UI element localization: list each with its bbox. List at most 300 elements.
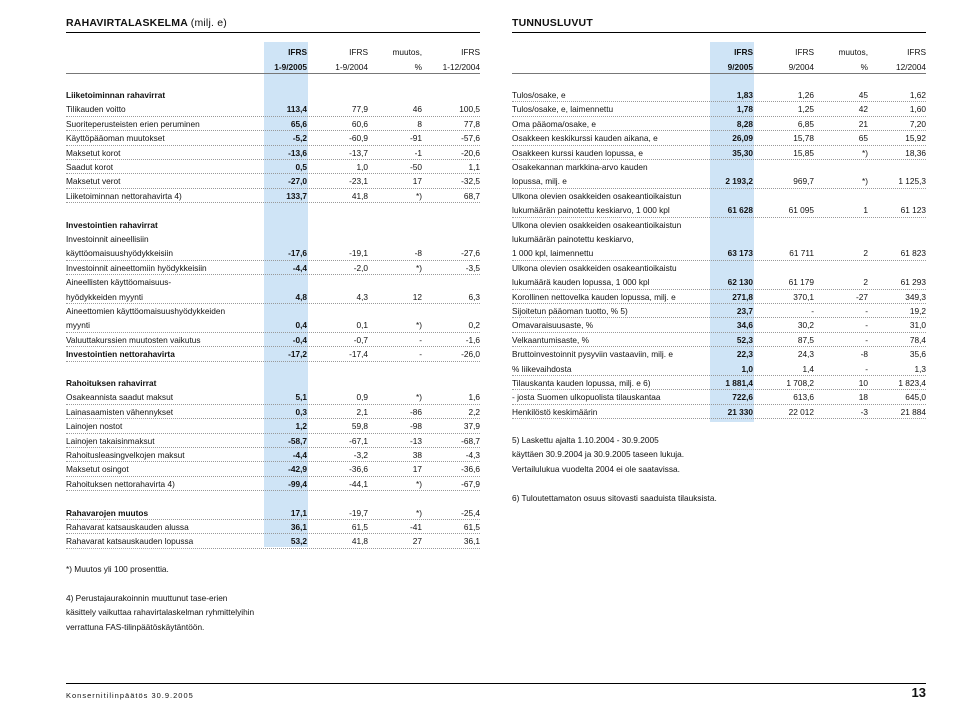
cell-value: 37,9 [463,421,480,432]
cell-value: -8 [860,349,868,360]
table-row [512,246,926,260]
cell-value: -8 [414,248,422,259]
row-label: Rahoituksen rahavirrat [66,378,157,388]
row-label: Rahavarat katsauskauden lopussa [66,536,194,547]
cell-value: 35,6 [909,349,926,360]
cell-value: 113,4 [286,104,307,115]
cell-value: -32,5 [461,176,480,187]
cell-value: -86 [410,406,422,417]
column-header: IFRS [795,47,814,57]
cell-value: 77,8 [463,118,480,129]
row-label: lukumäärän painotettu keskiarvo, [512,234,634,244]
cell-value: 1,78 [736,104,753,115]
table-row [66,160,480,174]
cell-value: -57,6 [461,133,480,144]
table-row [66,218,480,232]
cell-value: -4,3 [465,450,480,460]
row-label: % liikevaihdosta [512,363,572,374]
table-row [512,304,926,318]
cell-value: 21 [858,118,868,129]
cell-value: 78,4 [909,334,926,345]
cell-value: 12 [412,291,422,302]
row-label: Ulkona olevien osakkeiden osakeantioikaistun [512,190,682,201]
row-label: hyödykkeiden myynti [66,291,144,302]
cell-value: 53,2 [290,536,307,547]
cell-value: *) [416,507,422,518]
table-row [66,174,480,188]
cell-value: 1,0 [741,363,753,374]
row-label: Liiketoiminnan nettorahavirta 4) [66,190,182,201]
row-separator [66,548,480,549]
table-row [512,390,926,404]
cell-value: -2,0 [353,262,368,273]
table-row [66,261,480,275]
cell-value: -3 [860,406,868,417]
cell-value: 46 [412,104,422,115]
table-row [66,448,480,462]
cell-value: 10 [858,378,868,388]
cell-value: 0,9 [356,392,368,403]
table-row [66,290,480,304]
row-label: Rahavarat katsauskauden alussa [66,522,189,532]
table-row [66,390,480,404]
cell-value: 0,5 [295,162,307,172]
row-label: Suoriteperusteisten erien peruminen [66,118,200,129]
table-row [66,246,480,260]
cell-value: 41,8 [351,190,368,201]
row-label: - josta Suomen ulkopuolista tilauskantaa [512,392,661,403]
cell-value: 1 [863,205,868,216]
row-label: Tilikauden voitto [66,104,126,115]
row-label: Rahoituksen nettorahavirta 4) [66,478,175,489]
cell-value: 370,1 [793,291,814,302]
footnote-line: 5) Laskettu ajalta 1.10.2004 - 30.9.2005 [512,435,659,445]
cell-value: 2,1 [356,406,368,417]
cell-value: 645,0 [905,392,926,403]
cell-value: 61 628 [727,205,753,216]
header-row-1 [512,47,926,61]
cell-value: -17,6 [288,248,307,259]
title-rule [512,32,926,33]
row-label: Investointien nettorahavirta [66,349,175,360]
cell-value: - [811,306,814,316]
table-row [512,318,926,332]
cell-value: 61 095 [788,205,814,216]
key-figures-title: TUNNUSLUVUT [512,17,593,29]
cell-value: 19,2 [909,306,926,316]
cell-value: 0,2 [468,320,480,331]
cell-value: 1,25 [797,104,814,115]
cell-value: 61 293 [900,277,926,288]
table-row [66,102,480,116]
table-row [512,189,926,203]
column-header: IFRS [907,47,926,57]
row-label: Ulkona olevien osakkeiden osakeantioikaistun [512,219,682,230]
cell-value: 15,85 [793,147,814,158]
cell-value: *) [416,190,422,201]
column-header: IFRS [734,47,753,57]
table-row [66,434,480,448]
header-rule [66,73,480,74]
cell-value: -98 [410,421,422,432]
footnote-line: 6) Tuloutettamaton osuus sitovasti saaduista tilauksista. [512,492,717,503]
table-row [512,405,926,419]
cell-value: 30,2 [797,320,814,331]
cell-value: 61 711 [789,248,814,259]
cell-value: -20,6 [461,147,480,158]
cell-value: -91 [410,133,422,144]
cell-value: 59,8 [351,421,368,432]
cell-value: *) [862,176,868,187]
cell-value: -13,7 [349,147,368,158]
cell-value: 38 [412,450,422,460]
cell-value: *) [416,262,422,273]
row-label: Liiketoiminnan rahavirrat [66,90,166,100]
row-label: Lainojen nostot [66,421,123,432]
row-label: Tulos/osake, e [512,90,566,100]
cell-value: 0,1 [356,320,368,331]
cell-value: 1,3 [914,363,926,374]
cell-value: 8,28 [736,118,753,129]
cell-value: 15,92 [905,133,926,144]
cell-value: 2 [863,248,868,259]
cell-value: 45 [858,90,868,100]
cell-value: 21 884 [900,406,926,417]
table-row [66,318,480,332]
cell-value: -3,2 [353,450,368,460]
footnote-line: käyttäen 30.9.2004 ja 30.9.2005 taseen lukuja. [512,449,685,460]
column-header: IFRS [349,47,368,57]
cell-value: 969,7 [793,176,814,187]
table-row [512,362,926,376]
cell-value: *) [862,147,868,158]
table-row [512,88,926,102]
table-row [66,203,480,217]
cell-value: *) [416,320,422,331]
cell-value: 1,0 [356,162,368,172]
cell-value: - [865,320,868,331]
cell-value: 21 330 [727,406,753,417]
cell-value: -19,1 [349,248,368,259]
cell-value: 2 193,2 [725,176,753,187]
cell-value: 1,83 [736,90,753,100]
cell-value: *) [416,478,422,489]
row-label: Maksetut korot [66,147,121,158]
cell-value: 4,3 [356,291,368,302]
footnote-line: *) Muutos yli 100 prosenttia. [66,564,169,574]
cell-value: -68,7 [461,435,480,446]
header-rule [512,73,926,74]
cell-value: -60,9 [349,133,368,144]
cell-value: 271,8 [732,291,753,302]
cell-value: -1 [414,147,422,158]
cell-value: 77,9 [351,104,368,115]
row-label: Osakekannan markkina-arvo kauden [512,162,648,172]
table-row [66,506,480,520]
table-row [66,232,480,246]
column-header: IFRS [461,47,480,57]
cell-value: 17,1 [290,507,307,518]
cell-value: 8 [417,118,422,129]
column-header: IFRS [288,47,307,57]
cell-value: 61 823 [900,248,926,259]
row-label: Tulos/osake, e, laimennettu [512,104,614,115]
table-row [66,347,480,361]
table-row [66,88,480,102]
row-label: Velkaantumisaste, % [512,334,590,345]
table-row [66,333,480,347]
cell-value: 22,3 [736,349,753,360]
row-label: Maksetut osingot [66,464,129,475]
table-row [512,376,926,390]
cell-value: 349,3 [905,291,926,302]
cell-value: -25,4 [461,507,480,518]
cell-value: -41 [410,522,422,532]
cell-value: -42,9 [288,464,307,475]
cell-value: -0,7 [353,334,368,345]
row-label: Lainojen takaisinmaksut [66,435,155,446]
row-label: Oma pääoma/osake, e [512,118,596,129]
cell-value: -4,4 [292,450,307,460]
cell-value: 65,6 [290,118,307,129]
cell-value: 2,2 [468,406,480,417]
cell-value: -5,2 [292,133,307,144]
column-header: % [414,62,422,72]
cell-value: 23,7 [736,306,753,316]
cell-value: -58,7 [288,435,307,446]
cell-value: 133,7 [286,190,307,201]
cell-value: 5,1 [295,392,307,403]
cell-value: 68,7 [463,190,480,201]
table-row [512,275,926,289]
page-number: 13 [911,685,926,700]
cell-value: 1 708,2 [786,378,814,388]
cell-value: 87,5 [797,334,814,345]
cell-value: 36,1 [290,522,307,532]
row-label: Aineettomien käyttöomaisuushyödykkeiden [66,306,226,316]
title-rule [66,32,480,33]
cell-value: 0,4 [295,320,307,331]
table-row [512,131,926,145]
cell-value: -13 [410,435,422,446]
row-label: Osakkeen kurssi kauden lopussa, e [512,147,643,158]
column-header: 1-12/2004 [442,62,480,72]
cell-value: -1,6 [465,334,480,345]
cell-value: -67,1 [349,435,368,446]
column-header: 1-9/2004 [335,62,368,72]
row-label: Valuuttakurssien muutosten vaikutus [66,334,201,345]
table-row [66,131,480,145]
cell-value: -99,4 [288,478,307,489]
cell-value: 60,6 [351,118,368,129]
cell-value: - [419,349,422,360]
footnote-line: Vertailulukua vuodelta 2004 ei ole saatavissa. [512,463,680,474]
table-row [66,520,480,534]
table-row [512,218,926,232]
cell-value: 26,09 [732,133,753,144]
column-header: 1-9/2005 [274,62,307,72]
row-label: Omavaraisuusaste, % [512,320,594,331]
cell-value: 613,6 [793,392,814,403]
column-header: % [860,62,868,72]
table-row [512,290,926,304]
cell-value: 24,3 [797,349,814,360]
row-label: lukumäärän painotettu keskiarvo, 1 000 kpl [512,205,670,216]
table-row [512,146,926,160]
table-row [66,477,480,491]
row-label: Osakkeen keskikurssi kauden aikana, e [512,133,658,144]
cell-value: 18 [858,392,868,403]
row-label: käyttöomaisuushyödykkeisiin [66,248,173,259]
row-label: Investoinnit aineellisiin [66,234,149,244]
row-separator [512,418,926,419]
cell-value: 61,5 [351,522,368,532]
table-row [66,491,480,505]
cell-value: 61,5 [463,522,480,532]
cell-value: 62 130 [727,277,753,288]
table-row [512,117,926,131]
footer-document-title: Konsernitilinpäätös 30.9.2005 [66,691,194,700]
cell-value: 41,8 [351,536,368,547]
cell-value: 7,20 [909,118,926,129]
cell-value: -19,7 [349,507,368,518]
cell-value: *) [416,392,422,403]
cell-value: 1,62 [909,90,926,100]
cell-value: -36,6 [349,464,368,475]
table-row [66,189,480,203]
table-row [512,232,926,246]
cell-value: 36,1 [463,536,480,547]
cell-value: -27,6 [461,248,480,259]
cell-value: 35,30 [732,147,753,158]
cell-value: 17 [412,176,422,187]
row-label: Tilauskanta kauden lopussa, milj. e 6) [512,378,651,388]
cell-value: -3,5 [465,262,480,273]
cell-value: -13,6 [288,147,307,158]
row-label: lukumäärä kauden lopussa, 1 000 kpl [512,277,650,288]
table-row [66,275,480,289]
row-label: Osakeannista saadut maksut [66,392,173,403]
row-label: Sijoitetun pääoman tuotto, % 5) [512,306,628,316]
cash-flow-title: RAHAVIRTALASKELMA (milj. e) [66,17,227,29]
table-row [66,405,480,419]
cell-value: -23,1 [349,176,368,187]
table-row [512,347,926,361]
column-header: 9/2005 [727,62,753,72]
table-row [512,333,926,347]
cell-value: -0,4 [292,334,307,345]
cell-value: -17,2 [288,349,307,360]
cell-value: 18,36 [905,147,926,158]
row-label: Aineellisten käyttöomaisuus- [66,277,172,288]
cell-value: -67,9 [461,478,480,489]
cell-value: 34,6 [736,320,753,331]
table-row [66,362,480,376]
table-row [66,462,480,476]
cell-value: 1,26 [797,90,814,100]
table-row [512,102,926,116]
row-label: Rahoitusleasingvelkojen maksut [66,450,185,460]
footer-rule [66,683,926,684]
row-label: 1 000 kpl, laimennettu [512,248,594,259]
row-label: myynti [66,320,90,331]
cell-value: 4,8 [295,291,307,302]
row-label: Investoinnit aineettomiin hyödykkeisiin [66,262,207,273]
cell-value: -27 [856,291,868,302]
cell-value: 61 179 [788,277,814,288]
row-label: Korollinen nettovelka kauden lopussa, milj. e [512,291,676,302]
column-header: muutos, [392,47,422,57]
table-row [512,174,926,188]
column-header: 12/2004 [896,62,926,72]
table-row [66,534,480,548]
cell-value: 31,0 [909,320,926,331]
cell-value: -26,0 [461,349,480,360]
cell-value: -27,0 [288,176,307,187]
cell-value: 6,85 [797,118,814,129]
cell-value: 15,78 [793,133,814,144]
row-label: lopussa, milj. e [512,176,567,187]
cell-value: 1 125,3 [898,176,926,187]
row-label: Rahavarojen muutos [66,507,149,518]
footnote-line: käsittely vaikuttaa rahavirtalaskelman ryhmittelyihin [66,607,255,618]
cell-value: 1,2 [295,421,307,432]
table-row [512,261,926,275]
cell-value: 1 881,4 [725,378,753,388]
cell-value: 722,6 [732,392,753,403]
cell-value: 1,4 [802,363,814,374]
cell-value: - [865,363,868,374]
cell-value: 17 [412,464,422,475]
cell-value: 1,60 [909,104,926,115]
cell-value: -50 [410,162,422,172]
row-label: Investointien rahavirrat [66,219,158,230]
cell-value: 42 [858,104,868,115]
row-label: Saadut korot [66,162,114,172]
table-row [66,419,480,433]
cell-value: 63 173 [727,248,753,259]
column-header: muutos, [838,47,868,57]
row-label: Bruttoinvestoinnit pysyviin vastaaviin, milj. e [512,349,673,360]
cell-value: 52,3 [736,334,753,345]
cell-value: 1,1 [468,162,480,172]
header-row-1 [66,47,480,61]
cell-value: 6,3 [468,291,480,302]
cell-value: - [865,334,868,345]
cell-value: 61 123 [900,205,926,216]
cell-value: - [865,306,868,316]
table-row [66,146,480,160]
table-row [512,203,926,217]
table-row [66,117,480,131]
footnote-line: verrattuna FAS-tilinpäätöskäytäntöön. [66,621,205,632]
table-row [66,376,480,390]
cell-value: -44,1 [349,478,368,489]
column-header: 9/2004 [788,62,814,72]
row-label: Henkilöstö keskimäärin [512,406,598,417]
table-row [66,304,480,318]
cell-value: 100,5 [459,104,480,115]
cell-value: - [419,334,422,345]
cell-value: 1 823,4 [898,378,926,388]
cell-value: 2 [863,277,868,288]
cell-value: -36,6 [461,464,480,475]
cell-value: 0,3 [295,406,307,417]
cell-value: 65 [858,133,868,144]
cell-value: -4,4 [292,262,307,273]
row-label: Käyttöpääoman muutokset [66,133,165,144]
row-label: Maksetut verot [66,176,121,187]
